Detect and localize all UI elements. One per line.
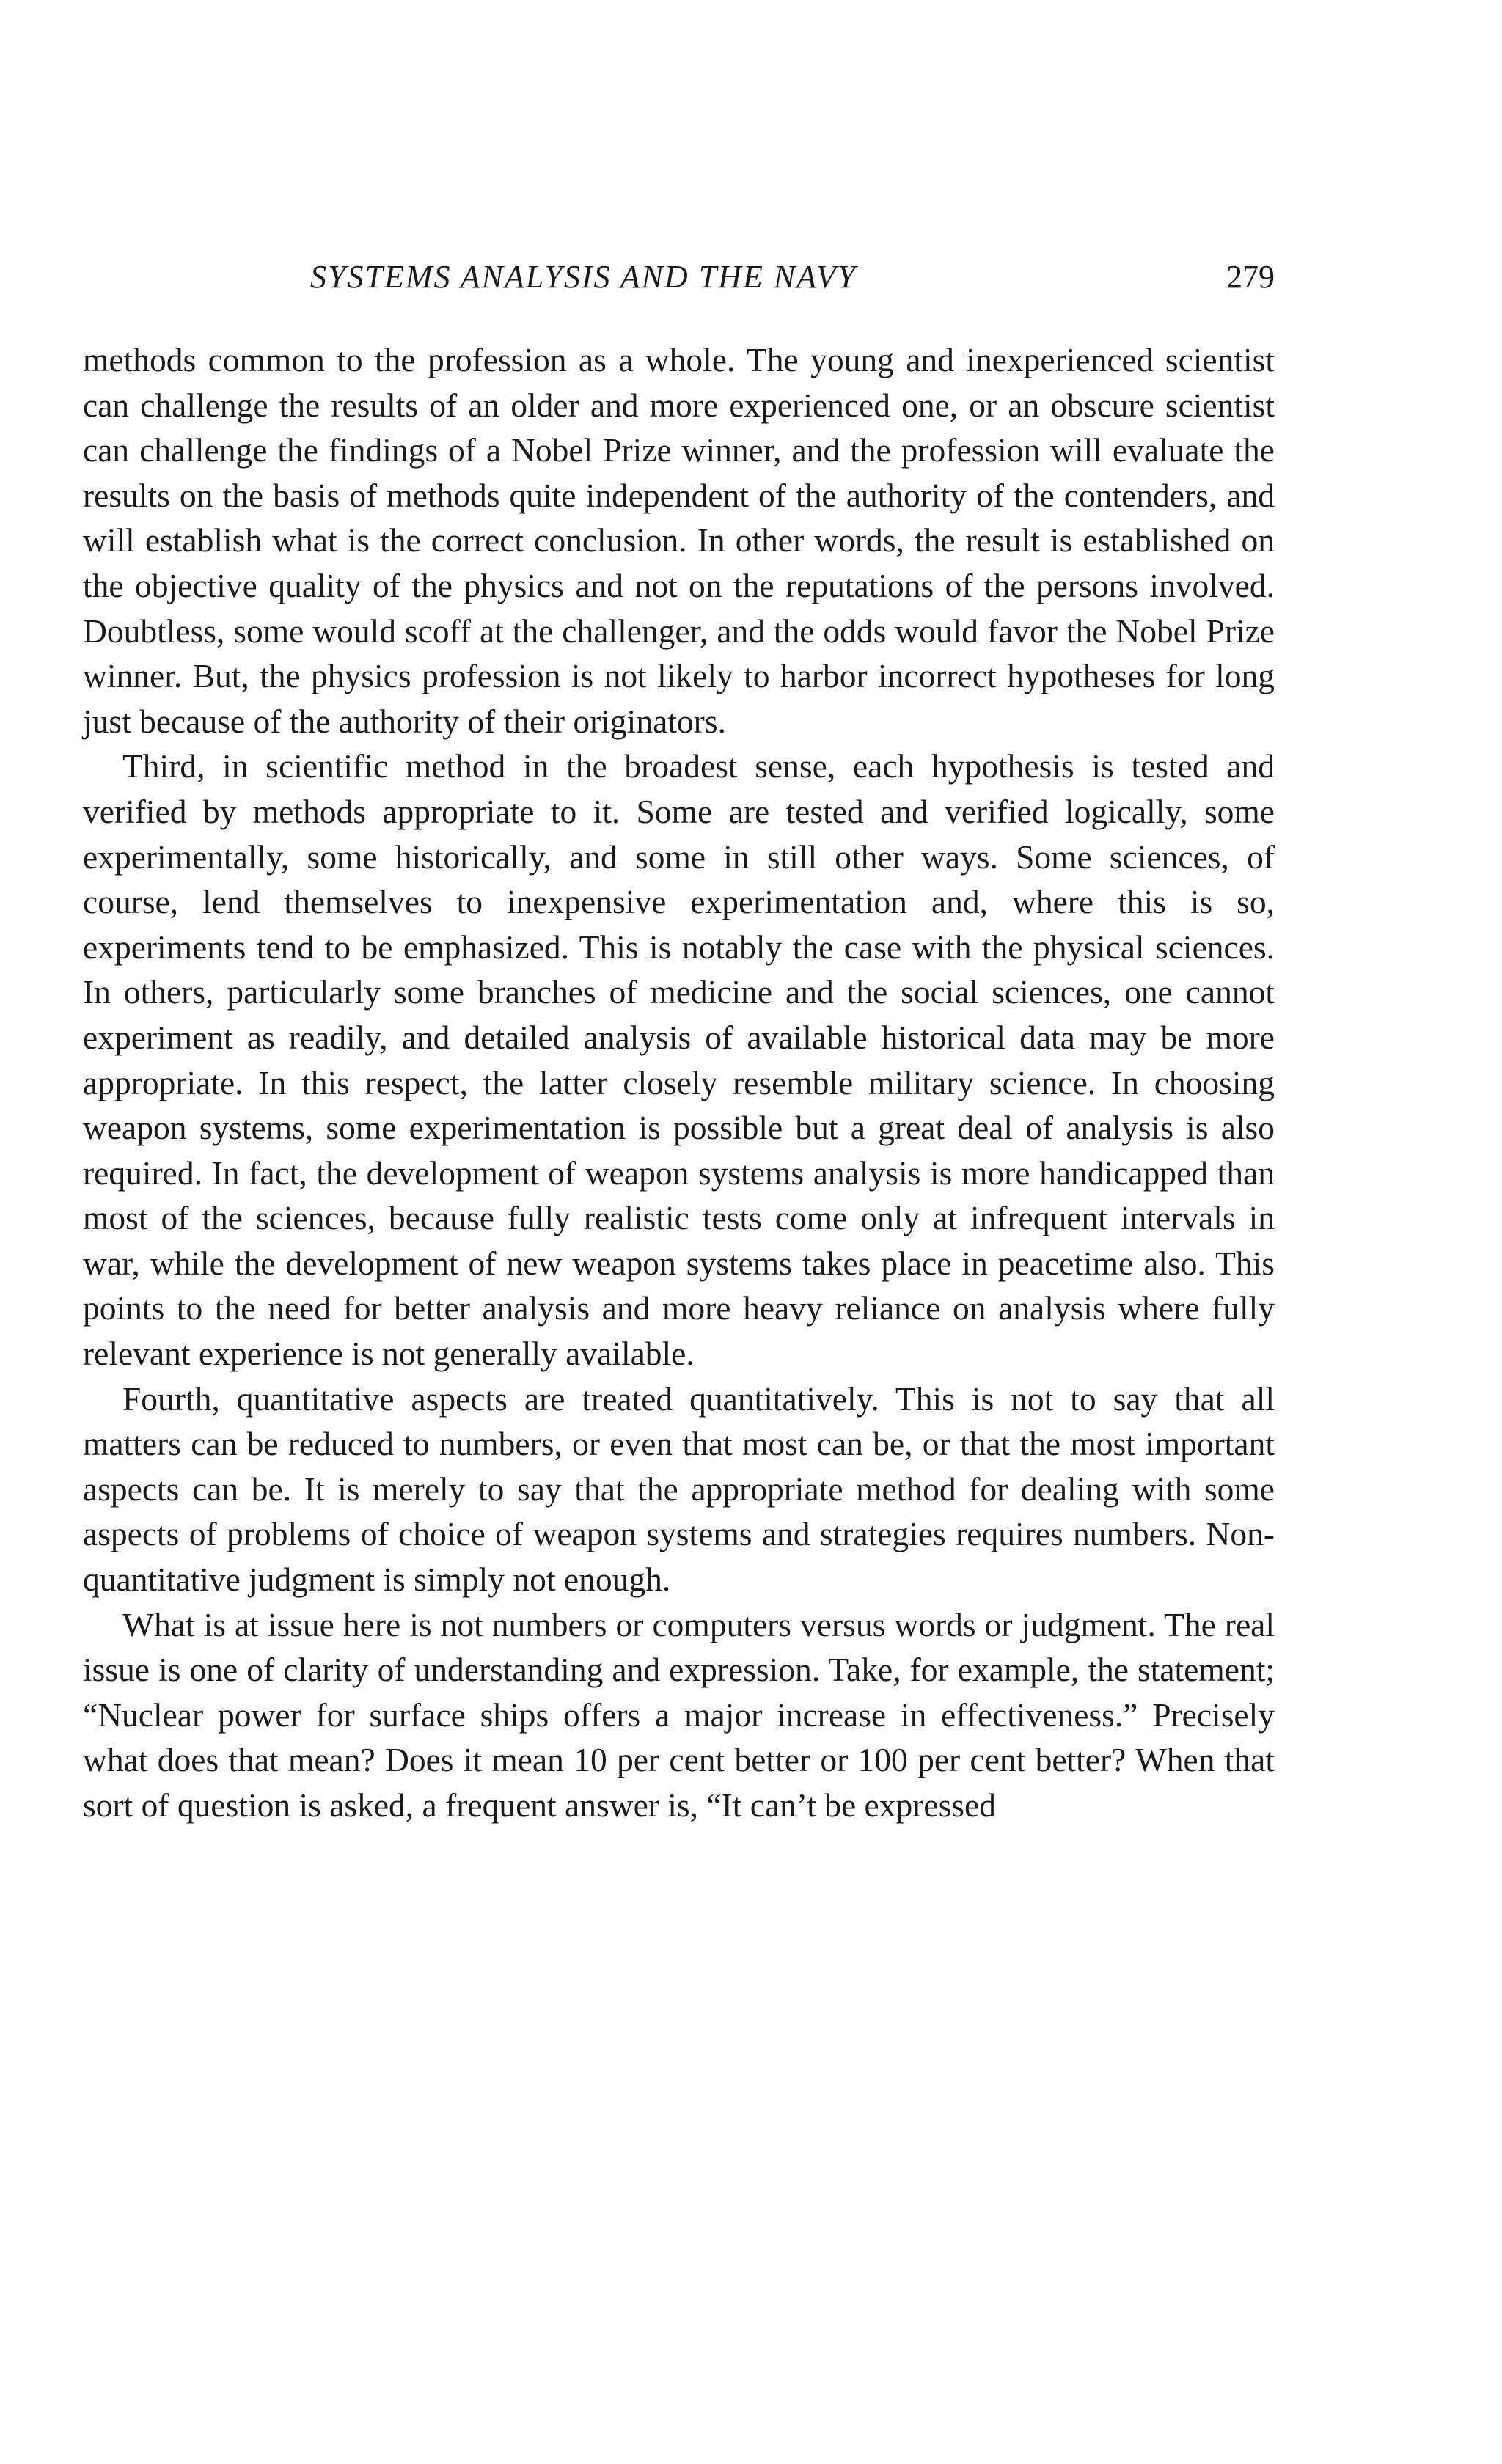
running-title: SYSTEMS ANALYSIS AND THE NAVY [310, 259, 857, 295]
page-number: 279 [1226, 259, 1275, 295]
running-head [83, 255, 1275, 299]
body-text [83, 337, 1275, 1828]
paragraph-fourth-point: Fourth, quantitative aspects are treated quantitatively. This is not to say that all matters can be reduced to numbers, or even that most can be, or that the most important aspects can be. It is merely to say that the appropriate method for dealing with some aspects of problems of choice of weapon systems and strategies requires numbers. Non-quantitative judgment is simply not enough. [83, 1379, 1275, 1599]
paragraph-numbers-vs-judgment: What is at issue here is not numbers or computers versus words or judgment. The real issue is one of clarity of understanding and expression. Take, for example, the statement; “Nuclear power for surface ships offers a major increase in effectiveness.” Precisely what does that mean? Does it mean 10 per cent better or 100 per cent better? When that sort of question is asked, a frequent answer is, “It can’t be expressed [83, 1605, 1275, 1824]
paragraph-continuation: methods common to the profession as a whole. The young and inexperienced scientist can challenge the results of an older and more experienced one, or an obscure scientist can challenge the findings of a Nobel Prize winner, and the profession will evaluate the results on the basis of methods quite independent of the authority of the contenders, and will establish what is the correct conclusion. In other words, the result is established on the objective quality of the physics and not on the reputations of the persons involved. Doubtless, some would scoff at the challenger, and the odds would favor the Nobel Prize winner. But, the physics profession is not likely to harbor incorrect hypotheses for long just because of the authority of their originators. [83, 341, 1275, 740]
paragraph-third-point: Third, in scientific method in the broadest sense, each hypothesis is tested and verified by methods appropriate to it. Some are tested and verified logically, some experimentally, some historically, and some in still other ways. Some sciences, of course, lend themselves to inexpensive experimentation and, where this is so, experiments tend to be emphasized. This is notably the case with the physical sciences. In others, particularly some branches of medicine and the social sciences, one cannot experiment as readily, and detailed analysis of available historical data may be more appropriate. In this respect, the latter closely resemble military science. In choosing weapon systems, some experimentation is possible but a great deal of analysis is also required. In fact, the development of weapon systems analysis is more handicapped than most of the sciences, because fully realistic tests come only at infrequent intervals in war, while the development of new weapon systems takes place in peacetime also. This points to the need for better analysis and more heavy reliance on analysis where fully relevant experience is not generally available. [83, 747, 1275, 1373]
